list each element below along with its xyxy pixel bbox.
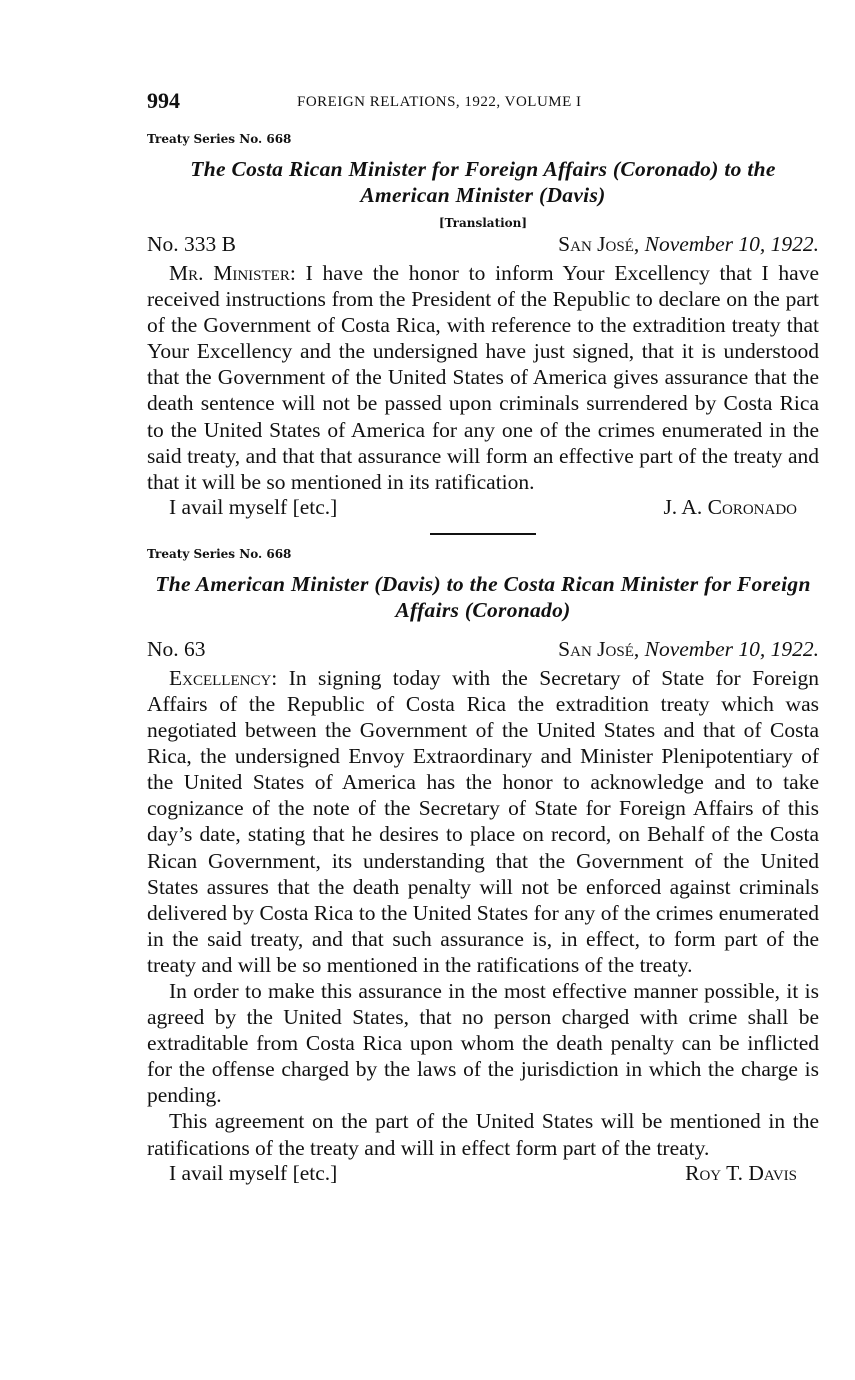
letter-body	[147, 260, 819, 495]
page-number: 994	[147, 88, 180, 113]
place-date	[558, 232, 819, 257]
place-date	[558, 637, 819, 662]
letter-paragraph-3: This agreement on the part of the United States will be mentioned in the ratifications of the treaty and will in effect form part of the treaty.	[147, 1109, 819, 1160]
note-number: No. 63	[147, 636, 206, 661]
closing-formula: I avail myself [etc.]	[169, 1160, 338, 1185]
place: San José,	[558, 232, 640, 256]
dateline	[147, 230, 819, 260]
running-header	[147, 86, 819, 120]
place: San José,	[558, 636, 640, 661]
treaty-series-label: Treaty Series No. 668	[147, 546, 292, 561]
letter-davis	[147, 547, 819, 1189]
date: November 10, 1922.	[644, 232, 819, 256]
salutation: Excellency:	[169, 665, 278, 690]
letter-paragraph-1	[147, 665, 819, 978]
closing-line	[147, 495, 819, 523]
document-page	[147, 86, 819, 1189]
treaty-series-label: Treaty Series No. 668	[147, 132, 292, 146]
signature: Roy T. Davis	[685, 1160, 797, 1185]
section-divider	[430, 533, 536, 535]
letter-coronado	[147, 132, 819, 523]
closing-formula: I avail myself [etc.]	[169, 494, 338, 519]
running-title: FOREIGN RELATIONS, 1922, VOLUME I	[297, 94, 582, 110]
letter-heading: The American Minister (Davis) to the Costa Rican Minister for Foreign Affairs (Coronado)	[155, 571, 811, 622]
body-text: I have the honor to inform Your Excellency that I have received instructions from the President of the Republic to declare on the part of the Government of Costa Rica, with reference to the extradition treaty that Your Excellency and the undersigned have just signed, that it is understood that the Government of the United States of America gives assurance that the death sentence will not be passed upon criminals surrendered by Costa Rica to the United States of America for any one of the crimes enumerated in the said treaty, and that that assurance will form an effective part of the treaty and that it will be so mentioned in its ratification.	[147, 261, 819, 494]
letter-heading: The Costa Rican Minister for Foreign Affairs (Coronado) to the American Minister (Davis)	[190, 157, 776, 207]
salutation: Mr. Minister:	[169, 261, 296, 285]
closing-line	[147, 1161, 819, 1189]
date: November 10, 1922.	[644, 636, 819, 661]
translation-note: [Translation]	[438, 216, 528, 230]
signature: J. A. Coronado	[663, 494, 797, 519]
body-text: In signing today with the Secretary of State for Foreign Affairs of the Republic of Costa Rica the extradition treaty which was negotiated between the Government of the United States and that of Costa Rica, the undersigned Envoy Extraordinary and Minister Plenipotentiary of the United States of America has the honor to acknowledge and to take cognizance of the note of the Secretary of State for Foreign Affairs of this day’s date, stating that he desires to place on record, on Behalf of the Costa Rican Government, its understanding that the Government of the United States assures that the death penalty will not be enforced against criminals delivered by Costa Rica to the United States for any of the crimes enumerated in the said treaty, and that such assurance is, in effect, to form part of the treaty and will be so mentioned in the ratifications of the treaty.	[147, 665, 819, 977]
dateline	[147, 635, 819, 665]
letter-paragraph-2: In order to make this assurance in the most effective manner possible, it is agreed by the United States, that no person charged with crime shall be extraditable from Costa Rica upon whom the death penalty can be inflicted for the offense charged by the laws of the jurisdiction in which the charge is pending.	[147, 978, 819, 1108]
note-number: No. 333 B	[147, 232, 236, 256]
